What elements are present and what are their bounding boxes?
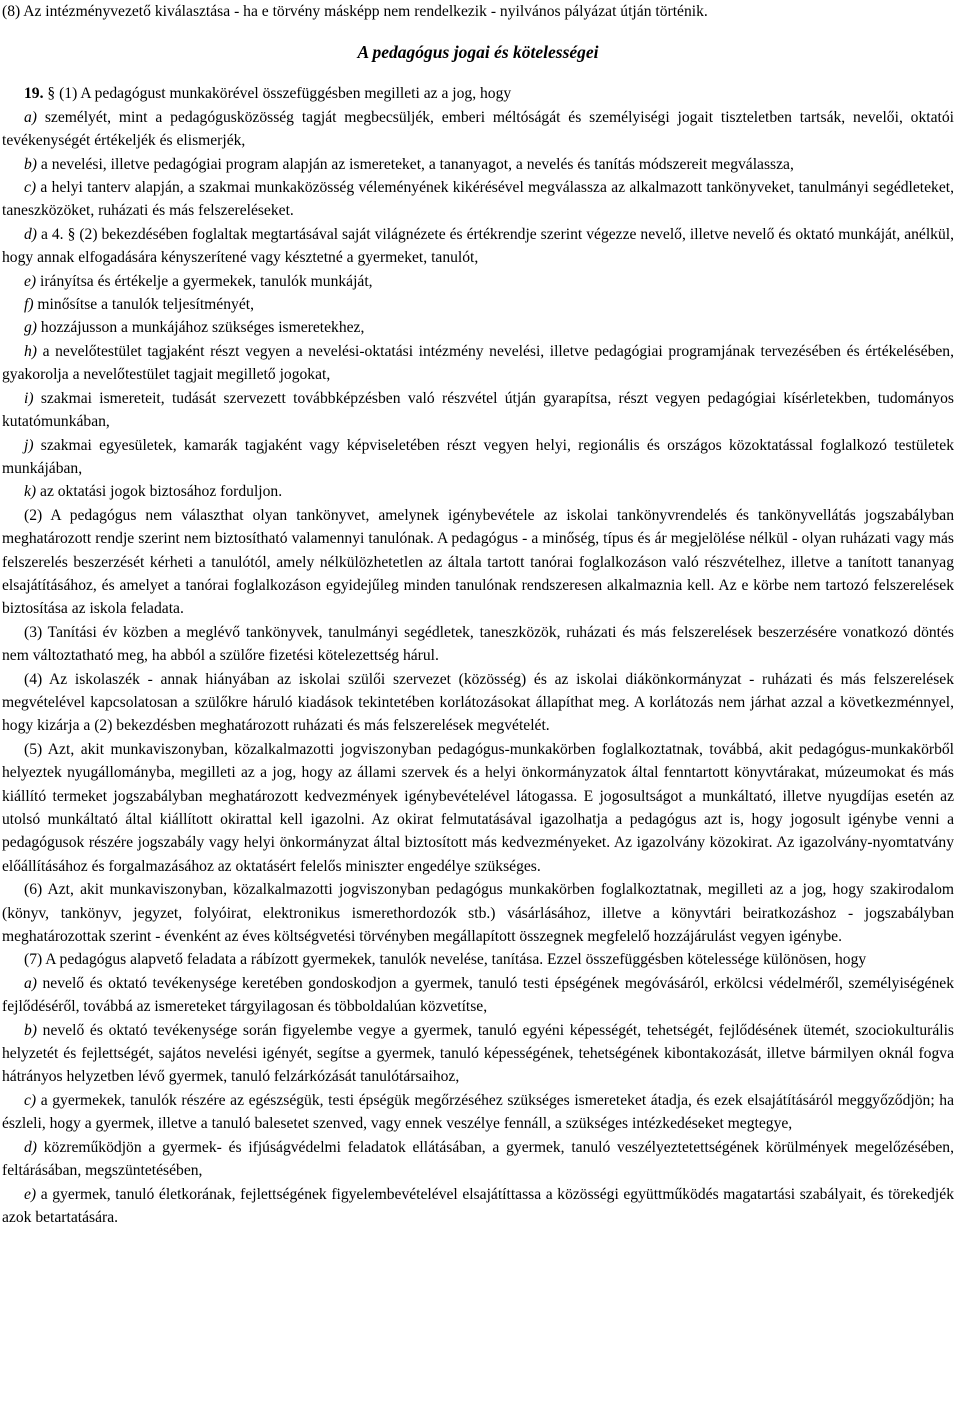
- item-letter: a): [24, 108, 37, 126]
- list-item: [2, 387, 954, 434]
- item-text: a nevelési, illetve pedagógiai program alapján az ismereteket, a tananyagot, a nevelés és tanítás módszereit megválassza,: [37, 155, 794, 173]
- item-letter: c): [24, 1091, 37, 1109]
- paragraph: (5) Azt, akit munkaviszonyban, közalkalmazotti jogviszonyban pedagógus-munkakörben foglalkoztatnak, továbbá, akit pedagógus-munkakörből helyeztek nyugállományba, megilleti az a jog, hogy az állami szervek és a helyi önkormányzatok által fenntartott könyvtárakat, múzeumokat és más kiállító termeket jogszabályban meghatározott kedvezmények igénybevételével látogassa. E jogosultságot a munkáltató, illetve nyugdíjas esetén az utolsó munkáltató által kiállított okirattal kell igazolni. Az okirat felmutatásával igazolhatja a pedagógus azt is, hogy jogosult igénybe venni a pedagógusok részére jogszabály vagy helyi önkormányzat által biztosított más kedvezményeket. Az igazolvány közokirat. Az igazolvány-nyomtatvány előállításához és forgalmazásához az oktatásért felelős miniszter engedélye szükséges.: [2, 740, 954, 875]
- list-item: [2, 340, 954, 387]
- list-item: [2, 153, 954, 176]
- list-item: [2, 293, 954, 316]
- item-letter: d): [24, 225, 37, 243]
- item-text: szakmai ismereteit, tudását szervezett továbbképzésben való részvétel útján gyarapítsa, részt vegyen pedagógiai kísérletekben, tudományos kutatómunkában,: [2, 389, 954, 431]
- item-letter: d): [24, 1138, 37, 1156]
- list-item: [2, 434, 954, 481]
- item-letter: i): [24, 389, 34, 407]
- paragraph-19-1-text: § (1) A pedagógust munkakörével összefüggésben megilleti az a jog, hogy: [43, 85, 512, 103]
- item-letter: b): [24, 155, 37, 173]
- paragraph: (7) A pedagógus alapvető feladata a rábízott gyermekek, tanulók nevelése, tanítása. Ezzel összefüggésben kötelessége különösen, hogy: [24, 951, 867, 969]
- item-text: a 4. § (2) bekezdésében foglaltak megtartásával saját világnézete és értékrendje szerint végezze nevelő, illetve nevelő és oktató munkáját, anélkül, hogy annak elfogadására kényszerítené vagy késztetné a gyermeket, tanulót,: [2, 225, 954, 267]
- paragraph-intro: (8) Az intézményvezető kiválasztása - ha e törvény másképp nem rendelkezik - nyilvános pályázat útján történik.: [2, 3, 708, 20]
- list-item: [2, 176, 954, 223]
- item-text: a gyermek, tanuló életkorának, fejlettségének figyelembevételével elsajátíttassa a közösségi együttműködés magatartási szabályait, és törekedjék azok betartatására.: [2, 1185, 954, 1226]
- item-text: a nevelőtestület tagjaként részt vegyen a nevelési-oktatási intézmény nevelési, illetve pedagógiai programjának tervezésében és értékelésében, gyakorolja a nevelőtestület tagjait megillető jogokat,: [2, 342, 954, 384]
- item-text: hozzájusson a munkájához szükséges ismeretekhez,: [37, 319, 365, 337]
- item-letter: e): [24, 1185, 37, 1203]
- item-letter: e): [24, 272, 37, 290]
- item-letter: c): [24, 179, 37, 197]
- list-item: [2, 223, 954, 270]
- paragraph: (4) Az iskolaszék - annak hiányában az iskolai szülői szervezet (közösség) és az iskolai diákönkormányzat - ruházati és más felszerelések megvételével kapcsolatosan a szülőkre háruló kiadások tekintetében korlátozásokat állapíthat meg. A korlátozás nem járhat azzal a következménnyel, hogy kizárja a (2) bekezdésben meghatározott ruházati és más felszerelések megvételét.: [2, 670, 954, 735]
- paragraph: (2) A pedagógus nem választhat olyan tankönyvet, amelynek igénybevétele az iskolai tankönyvrendelés és tankönyvellátás jogszabályban meghatározott rendje szerint nem biztosítható valamennyi tanulónak. A pedagógus - a minőség, típus és ár megjelölése nélkül - olyan ruházati vagy más felszerelés beszerzését kérheti a tanulótól, amely nélkülözhetetlen az általa tartott tanórai foglalkozáson való részvételhez, illetve a tanított tananyag elsajátításához, és amelyet a tanórai foglalkozáson egyidejűleg minden tanulónak rendszeresen alkalmaznia kell. Az e körbe nem tartozó felszerelések biztosítása az iskola feladata.: [2, 506, 954, 618]
- item-text: a gyermekek, tanulók részére az egészségük, testi épségük megőrzéséhez szükséges ismereteket átadja, és ezek elsajátításáról meggyőződjön; ha észleli, hogy a gyermek, illetve a tanuló balesetet szenved, vagy ennek veszélye fennáll, a szükséges intézkedéseket megtegye,: [2, 1091, 954, 1133]
- item-text: irányítsa és értékelje a gyermekek, tanulók munkáját,: [36, 272, 373, 290]
- list-item: [2, 316, 954, 339]
- list-item: [2, 1019, 954, 1089]
- item-text: az oktatási jogok biztosához forduljon.: [36, 483, 283, 501]
- list-item: [2, 480, 954, 503]
- list-item: [2, 1136, 954, 1183]
- paragraph: (6) Azt, akit munkaviszonyban, közalkalmazotti jogviszonyban pedagógus munkakörben foglalkoztatnak, megilleti az a jog, hogy szakirodalom (könyv, tankönyv, jegyzet, folyóirat, elektronikus ismerethordozók stb.) vásárlásához, illetve a könyvtári beiratkozáshoz - jogszabályban meghatározottak szerint - évenként az éves költségvetési törvényben megállapított összegnek megfelelő hozzájárulást vegyen igénybe.: [2, 881, 954, 946]
- item-letter: b): [24, 1021, 37, 1039]
- paragraph-19-1: [2, 82, 954, 105]
- item-letter: g): [24, 319, 37, 337]
- item-text: nevelő és oktató tevékenysége során figyelembe vegye a gyermek, tanuló egyéni képességét, tehetségét, fejlődésének ütemét, szociokulturális helyzetét és fejlettségét, sajátos nevelési igényét, segítse a gyermek, tanuló képességének, tehetségének kibontakozását, illetve bármilyen oknál fogva hátrányos helyzetben lévő gyermek, tanuló felzárkózását tanulótársaihoz,: [2, 1021, 954, 1086]
- list-items-7: [2, 972, 954, 1229]
- list-item: [2, 972, 954, 1019]
- item-letter: a): [24, 974, 37, 992]
- item-letter: f): [24, 296, 34, 314]
- item-letter: h): [24, 342, 37, 360]
- list-item: [2, 1183, 954, 1230]
- section-number: 19.: [24, 85, 44, 103]
- item-letter: k): [24, 483, 37, 501]
- list-item: [2, 1089, 954, 1136]
- list-item: [2, 106, 954, 153]
- item-text: szakmai egyesületek, kamarák tagjaként vagy képviseletében részt vegyen helyi, regionális és országos közoktatással foglalkozó testületek munkájában,: [2, 436, 954, 477]
- item-text: nevelő és oktató tevékenysége keretében gondoskodjon a gyermek, tanuló testi épségének megóvásáról, erkölcsi védelméről, személyiségének fejlődéséről, továbbá az ismereteket tárgyilagosan és többoldalúan közvetítse,: [2, 974, 954, 1016]
- list-items-1: [2, 106, 954, 504]
- section-title: A pedagógus jogai és kötelességei: [357, 42, 599, 63]
- list-paragraphs: [2, 504, 954, 972]
- paragraph: (3) Tanítási év közben a meglévő tankönyvek, tanulmányi segédletek, taneszközök, ruházati és más felszerelések beszerzésére vonatkozó döntés nem változtatható meg, ha abból a szülőre fizetési kötelezettség hárul.: [2, 623, 954, 665]
- item-text: közreműködjön a gyermek- és ifjúságvédelmi feladatok ellátásában, a gyermek, tanuló veszélyeztetettségének körülmények megelőzésében, feltárásában, megszüntetésében,: [2, 1138, 954, 1180]
- item-text: a helyi tanterv alapján, a szakmai munkaközösség véleményének kikérésével megválassza az alkalmazott tankönyveket, tanulmányi segédleteket, taneszközöket, ruházati és más felszereléseket.: [2, 179, 954, 220]
- item-text: minősítse a tanulók teljesítményét,: [33, 296, 254, 314]
- item-text: személyét, mint a pedagógusközösség tagját megbecsüljék, emberi méltóságát és személyiségi jogait tiszteletben tartsák, nevelői, oktatói tevékenységét értékeljék és elismerjék,: [2, 108, 954, 150]
- list-item: [2, 270, 954, 293]
- item-letter: j): [24, 436, 34, 454]
